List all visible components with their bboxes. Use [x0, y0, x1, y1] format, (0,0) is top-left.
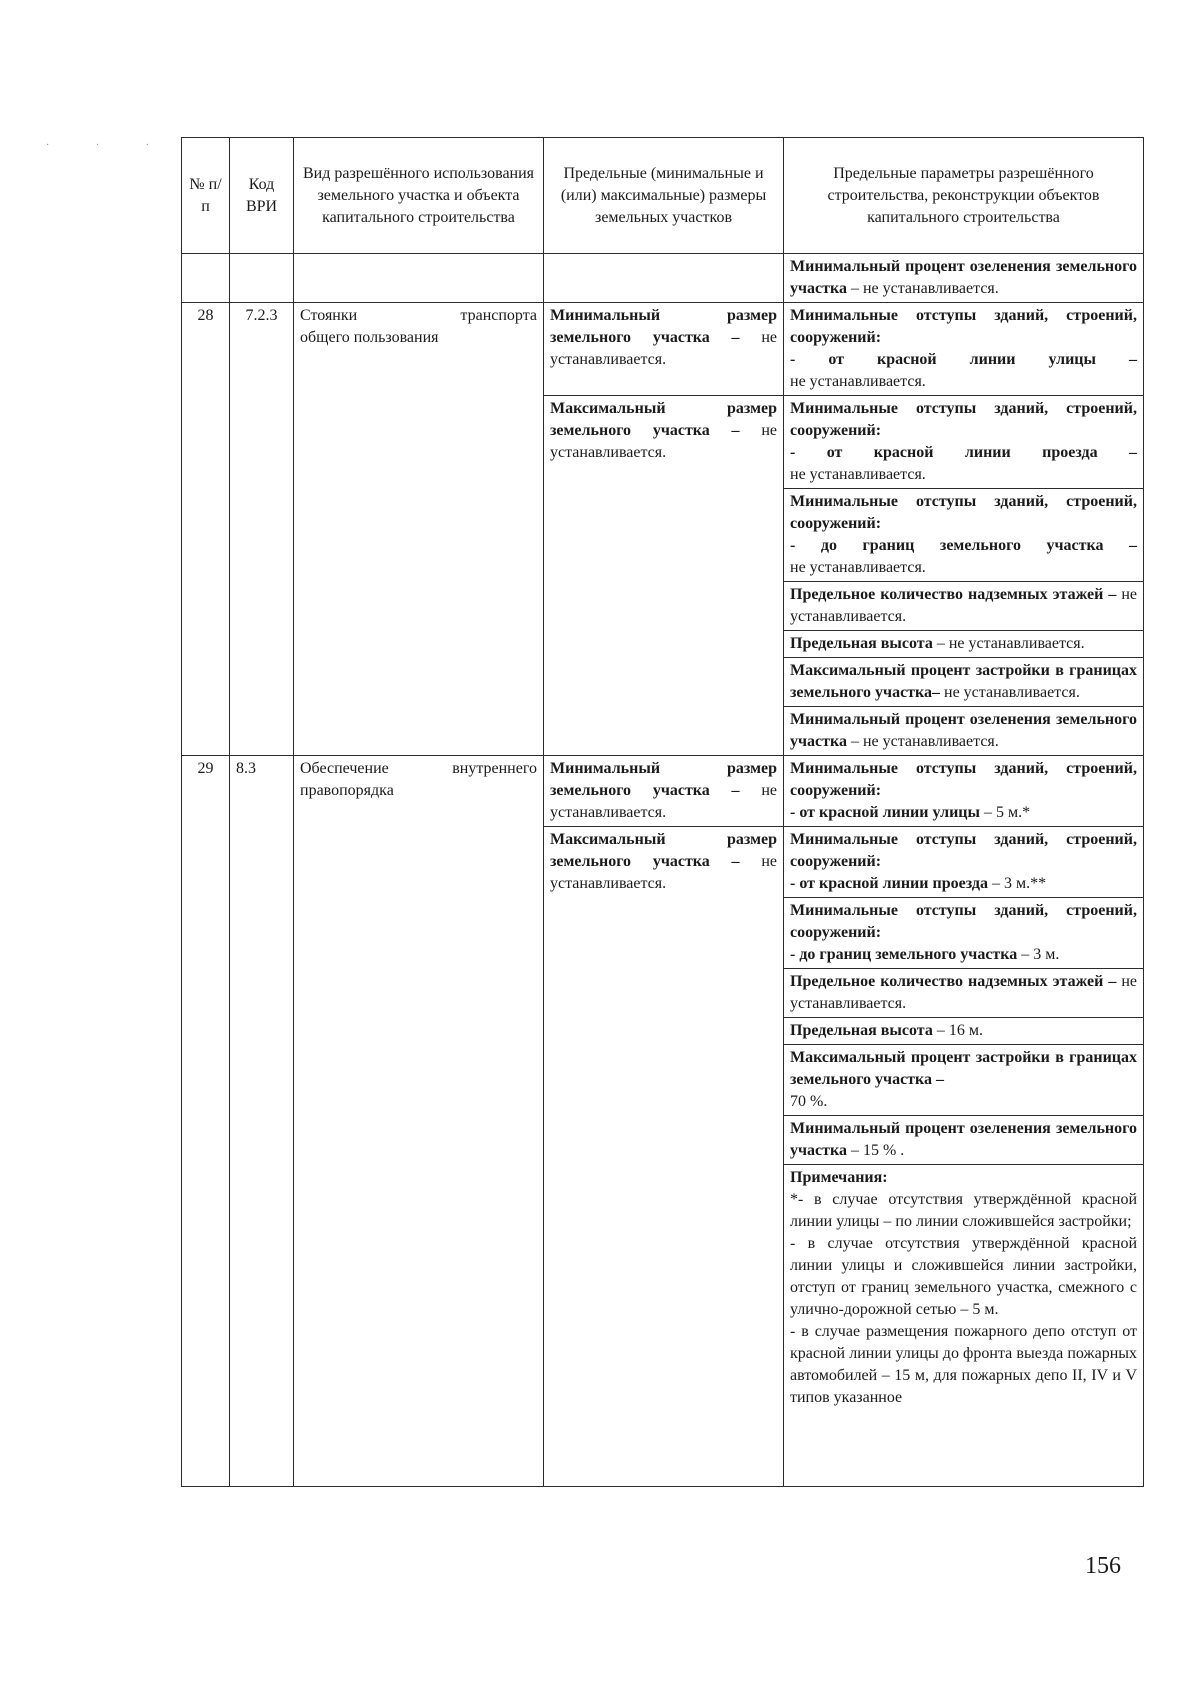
param-label: Минимальные отступы зданий, строений, сооружений:	[790, 307, 1137, 346]
param-value: – 16 м.	[932, 1022, 983, 1039]
param-value: – не устанавливается.	[846, 733, 999, 750]
notes-title: Примечания:	[790, 1169, 888, 1186]
param-label: Предельная высота	[790, 1022, 933, 1039]
cont-green-param	[784, 254, 1144, 303]
use-kind	[294, 756, 544, 1487]
use-kind-line: правопорядка	[300, 782, 394, 799]
note-text: *- в случае отсутствия утверждённой красной линии улицы – по линии сложившейся застройки;	[790, 1191, 1137, 1230]
row-number: 29	[182, 756, 230, 1487]
use-kind-line: Обеспечение внутреннего	[300, 760, 537, 777]
param-cell	[784, 969, 1144, 1018]
use-kind	[294, 303, 544, 756]
param-value: не устанавливается.	[790, 373, 926, 390]
header-no: № п/ п	[182, 138, 230, 254]
vri-code: 7.2.3	[230, 303, 294, 756]
size-label: Максимальный размер земельного участка –	[550, 831, 777, 870]
scan-dots: · · ·	[46, 140, 171, 151]
header-code: Код ВРИ	[230, 138, 294, 254]
table-row	[182, 303, 1144, 396]
param-cell	[784, 1045, 1144, 1116]
row-number: 28	[182, 303, 230, 756]
param-value: не устанавливается.	[790, 559, 926, 576]
note-text: - в случае отсутствия утверждённой красной линии улицы и сложившейся линии застройки, отступ от границ земельного участка, смежного с улично-дорожной сетью – 5 м.	[790, 1235, 1137, 1318]
header-size: Предельные (минимальные и (или) максимальные) размеры земельных участков	[544, 138, 784, 254]
size-value: не устанавливается.	[550, 329, 778, 368]
param-detail: - от красной линии проезда	[790, 875, 988, 892]
param-label: Максимальный процент застройки в границах земельного участка –	[790, 1049, 1137, 1088]
param-value: не устанавливается.	[790, 973, 1137, 1012]
param-label: Предельное количество надземных этажей –	[790, 973, 1117, 990]
table-header-row	[182, 138, 1144, 254]
use-kind-line: общего пользования	[300, 329, 439, 346]
table-row	[182, 254, 1144, 303]
table-row	[182, 756, 1144, 827]
header-kind: Вид разрешённого использования земельного участка и объекта капитального строительства	[294, 138, 544, 254]
param-value: – 3 м.	[1017, 946, 1060, 963]
param-detail: - от красной линии улицы –	[790, 351, 1137, 368]
size-label: Максимальный размер земельного участка –	[550, 400, 777, 439]
param-value: 70 %.	[790, 1093, 828, 1110]
param-value: – не устанавливается.	[932, 635, 1085, 652]
size-value: не устанавливается.	[550, 422, 778, 461]
header-params: Предельные параметры разрешённого строительства, реконструкции объектов капитального строительства	[784, 138, 1144, 254]
param-cell	[784, 898, 1144, 969]
size-label: Минимальный размер земельного участка –	[550, 307, 777, 346]
param-detail: - до границ земельного участка	[790, 946, 1018, 963]
param-value: – 3 м.**	[987, 875, 1047, 892]
param-cell	[784, 489, 1144, 582]
param-cell	[784, 631, 1144, 658]
cont-size-cell	[544, 254, 784, 303]
param-detail: - до границ земельного участка –	[790, 537, 1137, 554]
param-label: Предельная высота	[790, 635, 933, 652]
cont-code-cell	[230, 254, 294, 303]
min-size-cell	[544, 303, 784, 396]
param-cell	[784, 658, 1144, 707]
min-size-cell	[544, 756, 784, 827]
param-label: Максимальный процент застройки в границах земельного участка–	[790, 662, 1137, 701]
param-label: Минимальные отступы зданий, строений, сооружений:	[790, 831, 1137, 870]
param-cell	[784, 396, 1144, 489]
size-value: не устанавливается.	[550, 853, 778, 892]
param-label: Минимальные отступы зданий, строений, сооружений:	[790, 760, 1137, 799]
cont-kind-cell	[294, 254, 544, 303]
param-cell	[784, 1018, 1144, 1045]
param-detail: - от красной линии улицы	[790, 804, 980, 821]
regulations-table	[181, 137, 1144, 1487]
param-value: не устанавливается.	[790, 466, 926, 483]
param-cell	[784, 707, 1144, 756]
param-cell	[784, 756, 1144, 827]
param-value: – 15 % .	[846, 1142, 905, 1159]
vri-code: 8.3	[230, 756, 294, 1487]
max-size-cell	[544, 396, 784, 756]
param-cell	[784, 582, 1144, 631]
param-label: Минимальный процент озеленения земельного участка	[790, 1120, 1137, 1159]
param-value: – не устанавливается.	[846, 280, 999, 297]
cont-no-cell	[182, 254, 230, 303]
param-cell	[784, 303, 1144, 396]
use-kind-line: Стоянки транспорта	[300, 307, 537, 324]
param-label: Минимальные отступы зданий, строений, сооружений:	[790, 493, 1137, 532]
max-size-cell	[544, 827, 784, 1487]
notes-cell	[784, 1165, 1144, 1487]
param-label: Минимальный процент озеленения земельного участка	[790, 711, 1137, 750]
size-label: Минимальный размер земельного участка –	[550, 760, 777, 799]
param-cell	[784, 1116, 1144, 1165]
param-value: не устанавливается.	[944, 684, 1080, 701]
param-label: Минимальный процент озеленения земельного участка	[790, 258, 1137, 297]
param-label: Предельное количество надземных этажей –	[790, 586, 1117, 603]
param-label: Минимальные отступы зданий, строений, сооружений:	[790, 902, 1137, 941]
param-label: Минимальные отступы зданий, строений, сооружений:	[790, 400, 1137, 439]
page-number: 156	[1085, 1553, 1121, 1579]
param-detail: - от красной линии проезда –	[790, 444, 1137, 461]
param-value: – 5 м.*	[980, 804, 1031, 821]
param-cell	[784, 827, 1144, 898]
note-text: - в случае размещения пожарного депо отступ от красной линии улицы до фронта выезда пожарных автомобилей – 15 м, для пожарных депо II, IV и V типов указанное	[790, 1323, 1137, 1406]
size-value: не устанавливается.	[550, 782, 778, 821]
param-value: не устанавливается.	[790, 586, 1137, 625]
